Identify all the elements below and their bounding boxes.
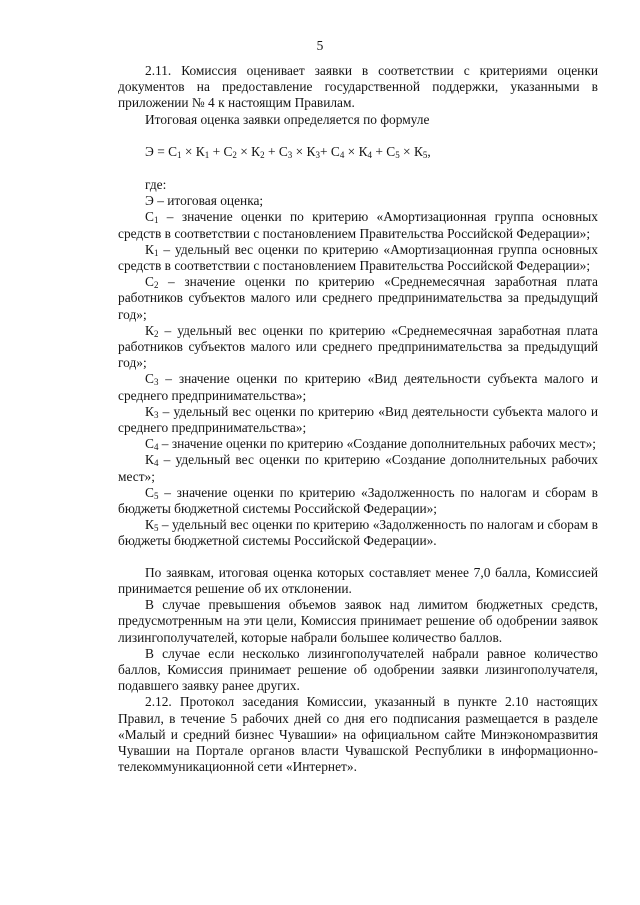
definition-c5: $С_5$ – значение оценки по критерию «Задолженность по налогам и сборам в бюджеты бюджетной системы Российской Федерации»; xyxy=(118,484,598,517)
section-gap xyxy=(118,550,598,565)
definition-k3: $К_3$ – удельный вес оценки по критерию «Вид деятельности субъекта малого и среднего предпринимательства»; xyxy=(118,403,598,436)
paragraph-reject: По заявкам, итоговая оценка которых составляет менее 7,0 балла, Комиссией принимается решение об их отклонении. xyxy=(118,564,598,596)
definition-k2: $К_2$ – удельный вес оценки по критерию «Среднемесячная заработная плата работников субъектов малого или среднего предпринимательства за предыдущий год»; xyxy=(118,322,598,371)
definition-k5: $К_5$ – удельный вес оценки по критерию «Задолженность по налогам и сборам в бюджеты бюджетной системы Российской Федерации». xyxy=(118,517,598,549)
where-label: где: xyxy=(145,177,167,193)
paragraph-exceed: В случае превышения объемов заявок над лимитом бюджетных средств, предусмотренным на эти цели, Комиссия принимает решение об одобрении заявок лизингополучателей, которые набрали большее количество баллов. xyxy=(118,597,598,645)
formula-intro: Итоговая оценка заявки определяется по формуле xyxy=(145,111,430,127)
formula-term-1: $С_1 \times К_1$ + xyxy=(168,143,224,160)
formula-term-2: $С_2 \times К_2$ + xyxy=(223,143,279,160)
formula-lhs: Э = xyxy=(145,143,169,159)
definition-k1: $К_1$ – удельный вес оценки по критерию «Амортизационная группа основных средств в соответствии с постановлением Правительства Российской Федерации»; xyxy=(118,241,598,274)
formula-term-5: $С_5 \times К_5$, xyxy=(386,143,431,160)
paragraph-2-12: 2.12. Протокол заседания Комиссии, указанный в пункте 2.10 настоящих Правил, в течение 5 рабочих дней со дня его подписания размещается в разделе «Малый и средний бизнес Чувашии» на официальном сайте Минэкономразвития Чувашии на Портале органов власти Чувашской Республики в информационно-телекоммуникационной сети «Интернет». xyxy=(118,694,598,775)
definition-c2: $С_2$ – значение оценки по критерию «Среднемесячная заработная плата работников субъектов малого или среднего предпринимательства за предыдущий год»; xyxy=(118,274,598,322)
document-body xyxy=(118,63,598,775)
definition-c3: $С_3$ – значение оценки по критерию «Вид деятельности субъекта малого и среднего предпринимательства»; xyxy=(118,371,598,403)
definition-c1: $С_1$ – значение оценки по критерию «Амортизационная группа основных средств в соответствии с постановлением Правительства Российской Федерации»; xyxy=(118,209,598,241)
formula-term-4: $С_4 \times К_4$ + xyxy=(330,143,387,160)
formula-term-3: $С_3 \times К_3+$ xyxy=(278,143,331,160)
formula xyxy=(145,144,598,160)
definition-k4: $К_4$ – удельный вес оценки по критерию «Создание дополнительных рабочих мест»; xyxy=(118,452,598,484)
paragraph-2-11: 2.11. Комиссия оценивает заявки в соответствии с критериями оценки документов на предоставление государственной поддержки, указанными в приложении № 4 к настоящим Правилам. xyxy=(118,63,598,111)
definition-e: Э – итоговая оценка; xyxy=(145,193,264,209)
definition-c4: $С_4$ – значение оценки по критерию «Создание дополнительных рабочих мест»; xyxy=(145,436,597,453)
paragraph-equal: В случае если несколько лизингополучателей набрали равное количество баллов, Комиссия принимает решение об одобрении заявки лизингополучателя, подавшего заявку ранее других. xyxy=(118,645,598,694)
page-number: 5 xyxy=(316,38,324,53)
